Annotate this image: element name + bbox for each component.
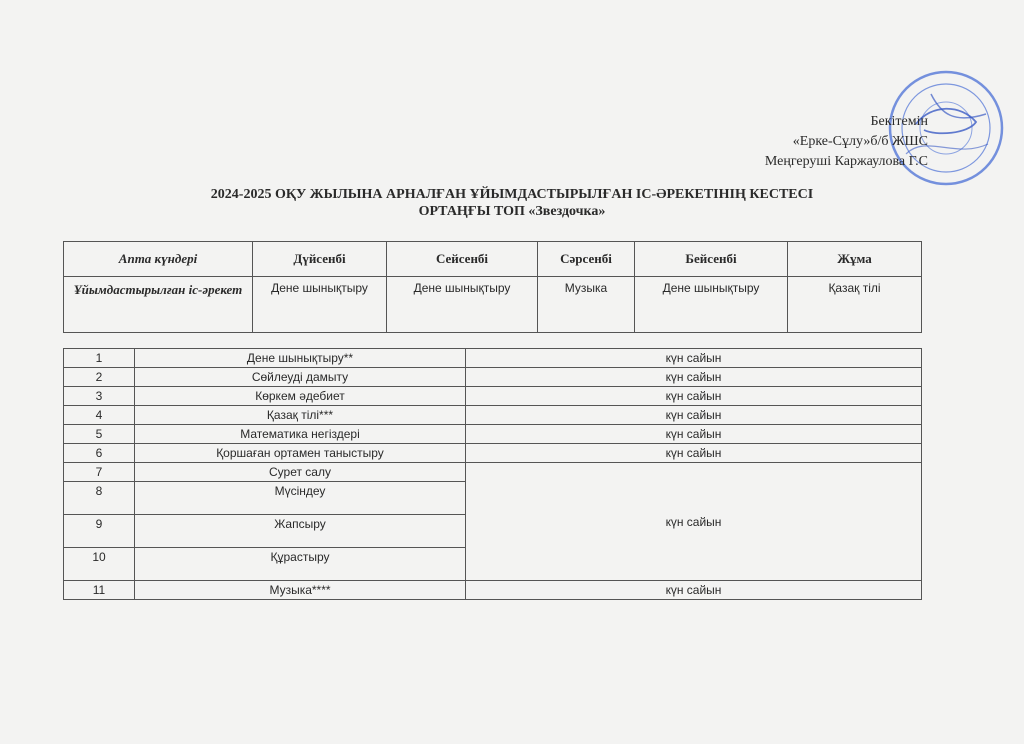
approval-line-2: «Ерке-Сұлу»б/б ЖШС bbox=[792, 134, 928, 149]
header-weekdays: Апта күндері bbox=[64, 242, 253, 277]
header-monday: Дүйсенбі bbox=[253, 242, 387, 277]
subject-name: Сөйлеуді дамыту bbox=[135, 368, 466, 387]
subject-name: Сурет салу bbox=[135, 463, 466, 482]
subject-frequency: күн сайын bbox=[466, 349, 922, 368]
subject-name: Музыка**** bbox=[135, 581, 466, 600]
header-thursday: Бейсенбі bbox=[635, 242, 788, 277]
subject-number: 10 bbox=[64, 548, 135, 581]
merged-frequency: күн сайын bbox=[466, 463, 922, 581]
cell-tuesday: Дене шынықтыру bbox=[387, 277, 538, 333]
subject-frequency: күн сайын bbox=[466, 425, 922, 444]
subject-frequency: күн сайын bbox=[466, 406, 922, 425]
cell-wednesday: Музыка bbox=[538, 277, 635, 333]
approval-line-3: Меңгеруші Каржаулова Г.С bbox=[764, 154, 928, 169]
table-row bbox=[64, 463, 922, 482]
subject-name: Көркем әдебиет bbox=[135, 387, 466, 406]
subject-name: Қазақ тілі*** bbox=[135, 406, 466, 425]
weekly-schedule-table bbox=[63, 241, 922, 333]
subject-name: Жапсыру bbox=[135, 515, 466, 548]
subject-number: 5 bbox=[64, 425, 135, 444]
subject-frequency: күн сайын bbox=[466, 444, 922, 463]
cell-monday: Дене шынықтыру bbox=[253, 277, 387, 333]
subject-name: Дене шынықтыру** bbox=[135, 349, 466, 368]
subject-name: Құрастыру bbox=[135, 548, 466, 581]
group-title: ОРТАҢҒЫ ТОП «Звездочка» bbox=[418, 204, 606, 219]
header-tuesday: Сейсенбі bbox=[387, 242, 538, 277]
subject-number: 7 bbox=[64, 463, 135, 482]
header-wednesday: Сәрсенбі bbox=[538, 242, 635, 277]
approval-block bbox=[765, 112, 928, 172]
subject-number: 1 bbox=[64, 349, 135, 368]
table-row bbox=[64, 425, 922, 444]
subject-number: 2 bbox=[64, 368, 135, 387]
cell-thursday: Дене шынықтыру bbox=[635, 277, 788, 333]
approval-line-1: Бекітемін bbox=[870, 114, 928, 129]
subject-number: 11 bbox=[64, 581, 135, 600]
table-row bbox=[64, 387, 922, 406]
table-row bbox=[64, 368, 922, 387]
subject-frequency: күн сайын bbox=[466, 581, 922, 600]
subject-name: Қоршаған ортамен таныстыру bbox=[135, 444, 466, 463]
subject-number: 9 bbox=[64, 515, 135, 548]
subject-number: 8 bbox=[64, 482, 135, 515]
table-row bbox=[64, 406, 922, 425]
header-friday: Жұма bbox=[788, 242, 922, 277]
subject-number: 6 bbox=[64, 444, 135, 463]
document-title: 2024-2025 ОҚУ ЖЫЛЫНА АРНАЛҒАН ҰЙЫМДАСТЫРЫЛҒАН ІС-ӘРЕКЕТІНІҢ КЕСТЕСІ bbox=[210, 187, 814, 202]
cell-friday: Қазақ тілі bbox=[788, 277, 922, 333]
schedule-activity-row bbox=[64, 277, 922, 333]
subject-name: Мүсіндеу bbox=[135, 482, 466, 515]
subject-number: 4 bbox=[64, 406, 135, 425]
row-label-activity: Ұйымдастырылған іс-әрекет bbox=[64, 277, 253, 333]
subject-name: Математика негіздері bbox=[135, 425, 466, 444]
subject-frequency: күн сайын bbox=[466, 368, 922, 387]
subjects-table bbox=[63, 348, 922, 600]
table-row bbox=[64, 349, 922, 368]
table-row bbox=[64, 581, 922, 600]
schedule-header-row bbox=[64, 242, 922, 277]
subject-frequency: күн сайын bbox=[466, 387, 922, 406]
subject-number: 3 bbox=[64, 387, 135, 406]
table-row bbox=[64, 444, 922, 463]
